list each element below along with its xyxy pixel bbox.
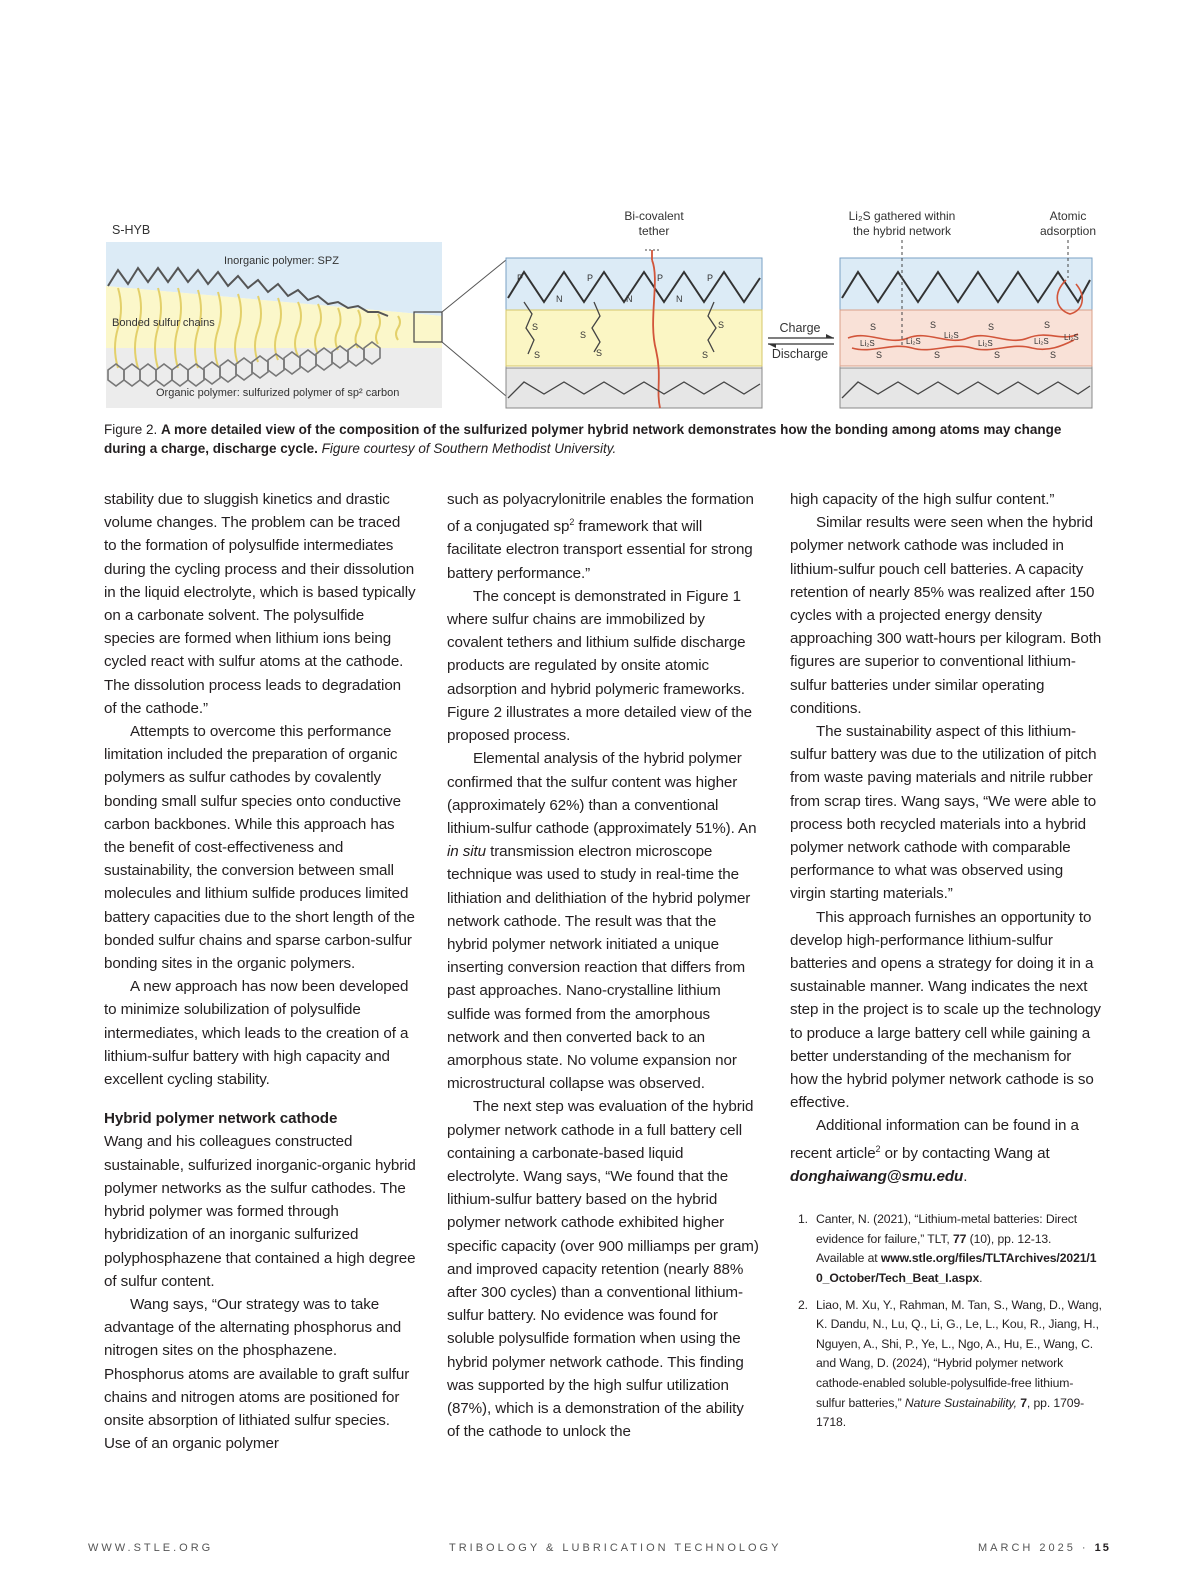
svg-text:S: S (930, 320, 937, 330)
caption-prefix: Figure 2. (104, 422, 162, 437)
paragraph: Attempts to overcome this performance limitation included the preparation of organic polymers as sulfur cathodes by covalently bonding small sulfur species onto conductive carbon backbones. While this approach has the benefit of cost-effectiveness and sustainability, the conversion between small molecules and lithium sulfide produces limited battery capacities due to the short length of the bonded sulfur chains and sparse carbon-sulfur bonding sites in the organic polymers. (104, 723, 415, 973)
reference-link[interactable]: www.stle.org/files/TLTArchives/2021/10_October/Tech_Beat_I.aspx (816, 1251, 1097, 1285)
charge-discharge-arrows (768, 321, 834, 361)
svg-text:S: S (1050, 350, 1057, 360)
references-list (790, 1210, 1102, 1433)
svg-text:S: S (532, 322, 539, 332)
svg-text:P: P (587, 273, 594, 283)
paragraph: A new approach has now been developed to minimize solubilization of polysulfide intermediates, which leads to the creation of a lithium-sulfur battery with high capacity and excellent cycling stability. (104, 978, 409, 1089)
label-atomic: Atomic (1049, 209, 1087, 223)
label-hybrid-network: the hybrid network (852, 224, 952, 238)
svg-text:S: S (580, 330, 587, 340)
figure-caption (104, 420, 1104, 458)
svg-text:Li₂S: Li₂S (944, 331, 959, 340)
reference-item: 1. Canter, N. (2021), “Lithium-metal batteries: Direct evidence for failure,” TLT, 77 (10), pp. 12-13. Available at www.stle.org/files/TLTArchives/2021/10_October/Tech_Beat_I.aspx. (798, 1212, 1097, 1285)
footer-publication: TRIBOLOGY & LUBRICATION TECHNOLOGY (449, 1542, 782, 1554)
svg-text:S: S (1044, 320, 1051, 330)
svg-text:Li₂S: Li₂S (978, 339, 993, 348)
caption-bold: A more detailed view of the composition of the sulfurized polymer hybrid network demonstrates how the bonding among atoms may change during a charge, discharge cycle. (104, 422, 1062, 456)
section-heading: Hybrid polymer network cathode (104, 1110, 338, 1128)
paragraph: The concept is demonstrated in Figure 1 where sulfur chains are immobilized by covalent tethers and lithium sulfide discharge products are regulated by onsite atomic adsorption and hybrid polymeric frameworks. Figure 2 illustrates a more detailed view of the proposed process. (447, 587, 753, 745)
paragraph: Similar results were seen when the hybrid polymer network cathode was included in lithium-sulfur pouch cell batteries. A capacity retention of nearly 85% was realized after 150 cycles with a projected energy density approaching 300 watt-hours per kilogram. Both figures are superior to conventional lithium-sulfur batteries under similar operating conditions. (790, 514, 1102, 717)
svg-text:S: S (870, 322, 877, 332)
caption-credit: Figure courtesy of Southern Methodist University. (321, 441, 617, 456)
li2s-hybrid-panel (840, 209, 1096, 408)
svg-text:Li₂S: Li₂S (860, 339, 875, 348)
label-charge: Charge (779, 321, 821, 335)
paragraph: The next step was evaluation of the hybrid polymer network cathode in a full battery cell containing a carbonate-based liquid electrolyte. Wang says, “We found that the lithium-sulfur battery based on the hybrid polymer network cathode exhibited higher specific capacity (over 900 milliamps per gram) and improved capacity retention (nearly 88% after 300 cycles) than a conventional lithium-sulfur battery. No evidence was found for soluble polysulfide formation when using the hybrid polymer network cathode. This finding was supported by the high sulfur utilization (87%), which is a demonstration of the ability of the cathode to unlock the (447, 1098, 759, 1441)
email-link[interactable]: donghaiwang@smu.edu (790, 1167, 964, 1185)
label-li2s-gathered: Li₂S gathered within (848, 209, 956, 223)
label-organic-polymer: Organic polymer: sulfurized polymer of sp² carbon (156, 387, 400, 399)
paragraph: such as polyacrylonitrile enables the formation of a conjugated $sp^2$ framework that will facilitate electron transport essential for strong battery performance.” (447, 491, 754, 582)
label-inorganic-polymer: Inorganic polymer: SPZ (224, 255, 339, 267)
svg-text:P: P (657, 273, 664, 283)
paragraph: Additional information can be found in a recent article$^2$ or by contacting Wang at donghaiwang@smu.edu. (790, 1117, 1079, 1185)
paragraph: This approach furnishes an opportunity to develop high-performance lithium-sulfur batteries and opens a strategy for doing it in a sustainable manner. Wang indicates the next step in the project is to scale up the technology to produce a large battery cell while gaining a better understanding of the mechanism for how the hybrid polymer network cathode is so effective. (790, 908, 1101, 1112)
svg-text:S: S (934, 350, 941, 360)
svg-text:S: S (596, 348, 603, 358)
column-3 (790, 488, 1102, 1440)
label-bonded-sulfur: Bonded sulfur chains (112, 317, 215, 329)
svg-text:S: S (702, 350, 709, 360)
svg-text:S: S (876, 350, 883, 360)
label-adsorption: adsorption (1039, 224, 1097, 238)
svg-text:S: S (988, 322, 995, 332)
label-discharge: Discharge (771, 347, 829, 361)
svg-text:N: N (626, 294, 633, 304)
figure-2-diagram (104, 198, 1108, 412)
paragraph: stability due to sluggish kinetics and drastic volume changes. The problem can be traced to the formation of polysulfide intermediates during the cycling process and their dissolution in the liquid electrolyte, which is based typically on a carbonate solvent. The polysulfide species are formed when lithium ions being cycled react with sulfur atoms at the cathode. The dissolution process leads to degradation of the cathode.” (104, 491, 416, 717)
paragraph: Wang says, “Our strategy was to take advantage of the alternating phosphorus and nitrogen sites on the phosphazene. Phosphorus atoms are available to graft sulfur chains and nitrogen atoms are positioned for onsite absorption of lithiated sulfur species. Use of an organic polymer (104, 1295, 410, 1453)
hybrid-network-overview (106, 223, 506, 408)
paragraph: Elemental analysis of the hybrid polymer confirmed that the sulfur content was higher (approximately 62%) than a conventional lithium-sulfur cathode (approximately 51%). An in situ transmission electron microscope technique was used to study in real-time the lithiation and delithiation of the hybrid polymer network cathode. The result was that the hybrid polymer network initiated a unique inserting conversion reaction that differs from past approaches. Nano-crystalline lithium sulfide was formed from the amorphous network and then converted back to an amorphous state. No volume expansion nor microstructural collapse was observed. (447, 750, 757, 1093)
svg-text:S: S (534, 350, 541, 360)
paragraph: high capacity of the high sulfur content.” (790, 491, 1055, 508)
label-bicovalent: Bi-covalent (624, 209, 684, 223)
reference-item: 2. Liao, M. Xu, Y., Rahman, M. Tan, S., Wang, D., Wang, K. Dandu, N., Lu, Q., Li, G., Le, L., Kou, R., Jiang, H., Nguyen, A., Shi, P., Ye, L., Ngo, A., Hu, E., Wang, C. and Wang, D. (2024), “Hybrid polymer network cathode-enabled soluble-polysulfide-free lithium-sulfur batteries,” Nature Sustainability, 7, pp. 1709-1718. (798, 1297, 1102, 1430)
svg-text:Li₂S: Li₂S (906, 337, 921, 346)
bicovalent-tether-panel (506, 209, 762, 408)
paragraph: The sustainability aspect of this lithium-sulfur battery was due to the utilization of pitch from waste paving materials and nitrile rubber from scrap tires. Wang says, “We were able to process both recycled materials into a hybrid polymer network cathode with comparable performance to what was observed using virgin starting materials.” (790, 723, 1097, 903)
svg-text:Li₂S: Li₂S (1034, 337, 1049, 346)
column-2 (447, 488, 759, 1443)
footer-date: MARCH 2025 · 15 (978, 1542, 1111, 1554)
svg-text:N: N (556, 294, 563, 304)
paragraph: Wang and his colleagues constructed sustainable, sulfurized inorganic-organic hybrid polymer networks as the sulfur cathodes. The hybrid polymer was formed through hybridization of an inorganic sulfurized polyphosphazene that contained a high degree of sulfur content. (104, 1133, 416, 1290)
column-1 (104, 488, 416, 1455)
label-shyb: S-HYB (112, 223, 151, 237)
footer-website: WWW.STLE.ORG (88, 1542, 214, 1554)
svg-text:P: P (707, 273, 714, 283)
svg-text:S: S (718, 320, 725, 330)
svg-text:P: P (517, 273, 524, 283)
page-number: 15 (1094, 1542, 1111, 1554)
label-tether: tether (638, 224, 670, 238)
svg-text:Li₂S: Li₂S (1064, 333, 1079, 342)
svg-text:S: S (994, 350, 1001, 360)
svg-text:N: N (676, 294, 683, 304)
